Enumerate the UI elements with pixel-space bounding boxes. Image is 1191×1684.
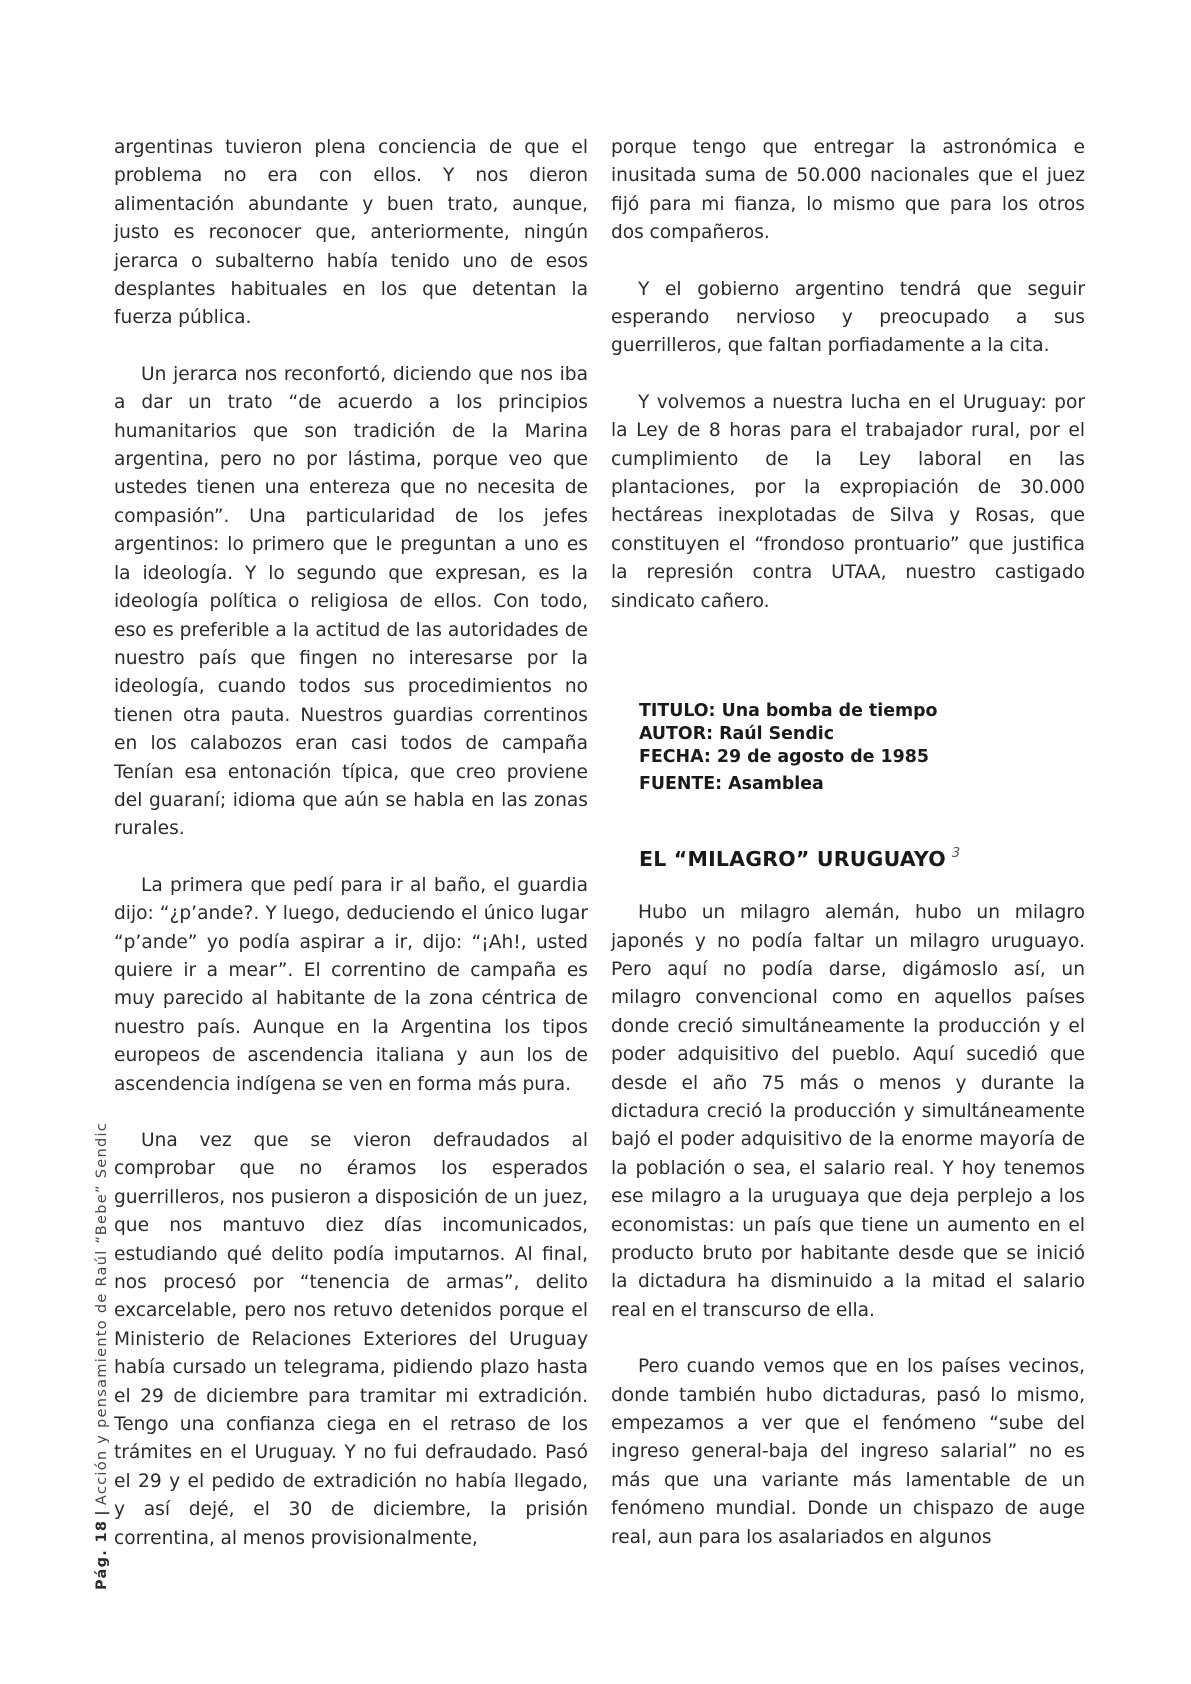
article-metadata <box>639 700 1085 796</box>
section-heading <box>639 846 1085 871</box>
page-number: Pág. 18 <box>94 1519 110 1590</box>
header-separator: | <box>94 1509 110 1516</box>
paragraph: Pero cuando vemos que en los países vecinos, donde también hubo dictaduras, pasó lo mismo, empezamos a ver que el fenómeno “sube del ingreso general-baja del ingreso salarial” no es más que una variante más lamentable de un fenómeno mundial. Donde un chispazo de auge real, aun para los asalariados en algunos <box>611 1356 1085 1548</box>
paragraph: porque tengo que entregar la astronómica e inusitada suma de 50.000 nacionales que el juez fijó para mi fianza, lo mismo que para los otros dos compañeros. <box>611 137 1085 244</box>
right-column <box>611 134 1085 1552</box>
meta-title: TITULO: Una bomba de tiempo <box>639 701 938 722</box>
meta-source: FUENTE: Asamblea <box>639 774 824 795</box>
paragraph: Un jerarca nos reconfortó, diciendo que nos iba a dar un trato “de acuerdo a los principios humanitarios que son tradición de la Marina argentina, pero no por lástima, porque veo que ustedes tienen una entereza que no necesita de compasión”. Una particularidad de los jefes argentinos: lo primero que le preguntan a uno es la ideología. Y lo segundo que expresan, es la ideología política o religiosa de ellos. Con todo, eso es preferible a la actitud de las autoridades de nuestro país que fingen no interesarse por la ideología, cuando todos sus procedimientos no tienen otra pauta. Nuestros guardias correntinos en los calabozos eran casi todos de campaña Tenían esa entonación típica, que creo proviene del guaraní; idioma que aún se habla en las zonas rurales. <box>114 363 588 840</box>
paragraph: Y volvemos a nuestra lucha en el Uruguay: por la Ley de 8 horas para el trabajador rural, por el cumplimiento de la Ley laboral en las plantaciones, por la expropiación de 30.000 hectáreas inexplotadas de Silva y Rosas, que constituyen el “frondoso prontuario” que justifica la represión contra UTAA, nuestro castigado sindicato cañero. <box>611 391 1085 612</box>
meta-date: FECHA: 29 de agosto de 1985 <box>639 747 929 768</box>
paragraph: La primera que pedí para ir al baño, el guardia dijo: “¿p’ande?. Y luego, deduciendo el único lugar “p’ande” yo podía aspirar a ir, dijo: “¡Ah!, usted quiere ir a mear”. El correntino de campaña es muy parecido al habitante de la zona céntrica de nuestro país. Aunque en la Argentina los tipos europeos de ascendencia italiana y aun los de ascendencia indígena se ven en forma más pura. <box>114 874 588 1095</box>
footnote-reference[interactable]: 3 <box>951 846 961 862</box>
paragraph: argentinas tuvieron plena conciencia de que el problema no era con ellos. Y nos dieron alimentación abundante y buen trato, aunque, justo es reconocer que, anteriormente, ningún jerarca o subalterno había tenido uno de esos desplantes habituales en los que detentan la fuerza pública. <box>114 137 588 329</box>
paragraph: Una vez que se vieron defraudados al comprobar que no éramos los esperados guerrilleros, nos pusieron a disposición de un juez, que nos mantuvo diez días incomunicados, estudiando qué delito podía imputarnos. Al final, nos procesó por “tenencia de armas”, delito excarcelable, pero nos retuvo detenidos porque el Ministerio de Relaciones Exteriores del Uruguay había cursado un telegrama, pidiendo plazo hasta el 29 de diciembre para tramitar mi extradición. Tengo una confianza ciega en el retraso de los trámites en el Uruguay. Y no fui defraudado. Pasó el 29 y el pedido de extradición no había llegado, y así dejé, el 30 de diciembre, la prisión correntina, al menos provisionalmente, <box>114 1130 588 1549</box>
running-header <box>94 1122 110 1590</box>
meta-author: AUTOR: Raúl Sendic <box>639 724 835 745</box>
paragraph: Y el gobierno argentino tendrá que seguir esperando nervioso y preocupado a sus guerrilleros, que faltan porfiadamente a la cita. <box>611 278 1085 357</box>
section-heading-text: EL “MILAGRO” URUGUAYO <box>639 847 946 872</box>
left-column <box>114 134 588 1553</box>
paragraph: Hubo un milagro alemán, hubo un milagro japonés y no podía faltar un milagro uruguayo. Pero aquí no podía darse, digámoslo así, un milagro convencional como en aquellos países donde creció simultáneamente la producción y el poder adquisitivo del pueblo. Aquí sucedió que desde el año 75 más o menos y durante la dictadura creció la producción y simultáneamente bajó el poder adquisitivo de la enorme mayoría de la población o sea, el salario real. Y hoy tenemos ese milagro a la uruguaya que deja perplejo a los economistas: un país que tiene un aumento en el producto bruto por habitante desde que se inició la dictadura ha disminuido a la mitad el salario real en el transcurso de ella. <box>611 902 1085 1321</box>
book-title: Acción y pensamiento de Raúl “Bebe” Sendic <box>94 1121 110 1506</box>
